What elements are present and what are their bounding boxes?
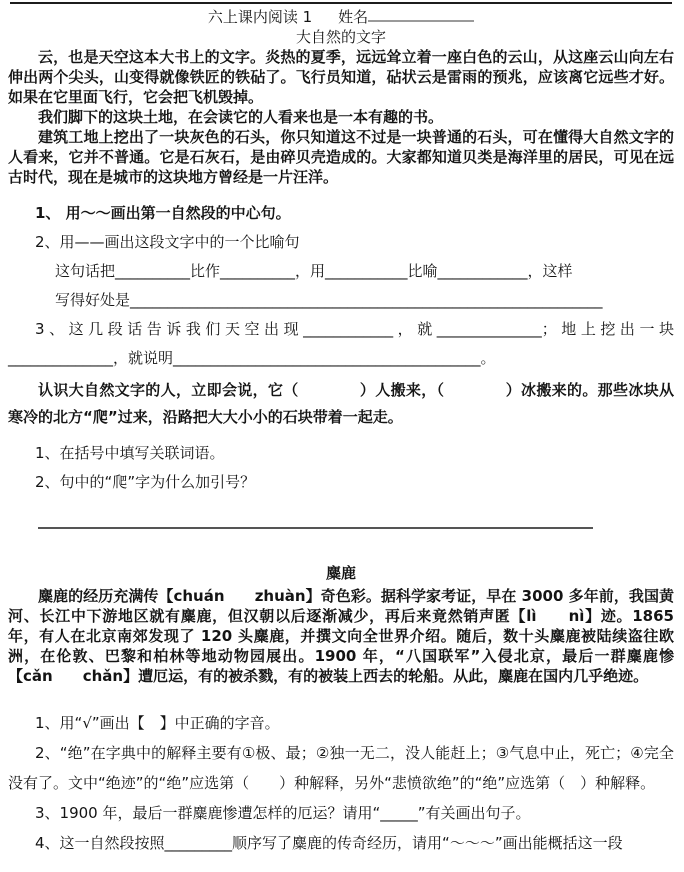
passage2-question-4: 4、这一自然段按照_________顺序写了麋鹿的传奇经历，请用“～～～”画出能概括这一段 [35,834,623,852]
passage2-question-1: 1、用“√”画出【 】中正确的字音。 [35,714,280,732]
question-2-fill-line-1: 这句话把__________比作__________，用___________比喻____________，这样 [55,262,573,280]
passage2-question-2: 2、“绝”在字典中的解释主要有①极、最；②独一无二，没人能赶上；③气息中止，死亡；④完全没有了。文中“绝迹”的“绝”应选第（ ）种解释，另外“悲愤欲绝”的“绝”应选第（ ）种解释。 [8,744,674,792]
passage2-question-3: 3、1900 年，最后一群麋鹿惨遭怎样的厄运？请用“_____”有关画出句子。 [35,804,531,822]
passage2-title: 麋鹿 [325,564,356,582]
passage1-paragraph-1: 云，也是天空这本大书上的文字。炎热的夏季，远远耸立着一座白色的云山，从这座云山向左右伸出两个尖头，山变得就像铁匠的铁砧了。飞行员知道，砧状云是雷雨的预兆，应该离它远些才好。如果在它里面飞行，它会把飞机毁掉。 [8,48,674,106]
question-2-fill-line-2: 写得好处是_______________________________________________________________ [55,291,603,309]
sub-question-1: 1、在括号中填写关联词语。 [35,444,225,462]
passage1-sub-passage: 认识大自然文字的人，立即会说，它（ ）人搬来，（ ）冰搬来的。那些冰块从寒冷的北方“爬”过来，沿路把大大小小的石块带着一起走。 [8,381,674,426]
question-1: 1、 用～～画出第一自然段的中心句。 [35,204,291,222]
answer-blank-line [38,527,593,529]
passage2-paragraph: 麋鹿的经历充满传【chuán zhuàn】奇色彩。据科学家考证，早在 3000 多年前，我国黄河、长江中下游地区就有麋鹿，但汉朝以后逐渐减少，再后来竟然销声匿【lì nì】迹。1865 年，有人在北京南郊发现了 120 头麋鹿，并撰文向全世界介绍。随后，数十头麋鹿被陆续盗往欧洲，在伦敦、巴黎和柏林等地动物园展出。1900 年，“八国联军”入侵北京，最后一群麋鹿惨【cǎn chǎn】遭厄运，有的被杀戮，有的被装上西去的轮船。从此，麋鹿在国内几乎绝迹。 [8,587,674,685]
name-blank-line [368,7,474,22]
worksheet-page [0,2,684,858]
doc-title: 六上课内阅读 1 [207,8,313,26]
passage1-paragraph-2: 我们脚下的这块土地，在会读它的人看来也是一本有趣的书。 [38,108,444,126]
header-line [8,6,674,28]
question-2: 2、用——画出这段文字中的一个比喻句 [35,233,300,251]
name-label: 姓名 [338,8,369,26]
passage1-title: 大自然的文字 [295,28,386,46]
passage1-paragraph-3: 建筑工地上挖出了一块灰色的石头，你只知道这不过是一块普通的石头，可在懂得大自然文字的人看来，它并不普通。它是石灰石，是由碎贝壳造成的。大家都知道贝类是海洋里的居民，可见在远古时代，现在是城市的这块地方曾经是一片汪洋。 [8,128,674,186]
sub-question-2: 2、句中的“爬”字为什么加引号？ [35,473,256,491]
question-3: 3、这几段话告诉我们天空出现____________，就______________；地上挖出一块______________，就说明_________________________________________。 [8,320,674,367]
top-rule [10,2,672,4]
